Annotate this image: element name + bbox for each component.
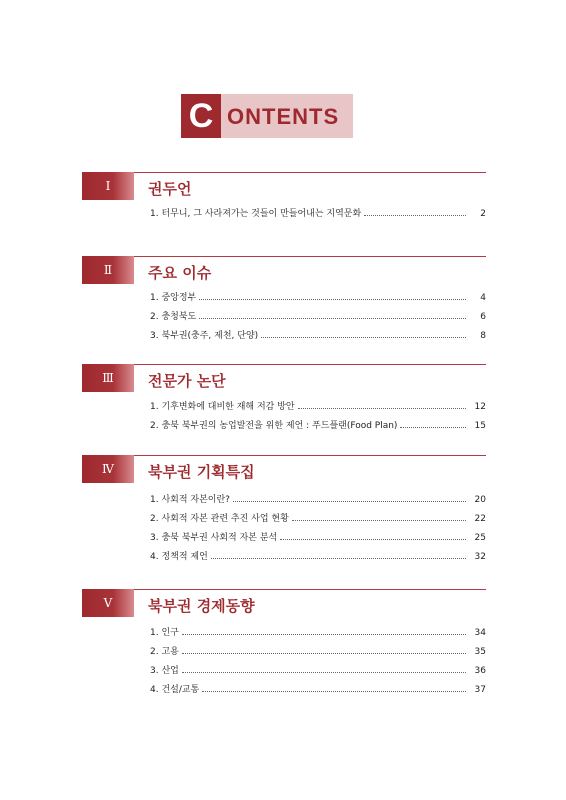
- toc-entry-page: 25: [474, 533, 486, 543]
- toc-entry-page: 2: [480, 209, 486, 219]
- section-title: 주요 이슈: [148, 264, 212, 282]
- section-title: 권두언: [148, 180, 192, 198]
- toc-entry-label: 3. 북부권(충주, 제천, 단양): [150, 331, 259, 341]
- toc-entry-label: 2. 충북 북부권의 농업발전을 위한 제언 : 푸드플랜(Food Plan): [150, 421, 398, 431]
- section-numeral-tab: Ⅱ: [82, 256, 134, 284]
- section-numeral-tab: Ⅴ: [82, 589, 134, 617]
- leader-dots: [400, 426, 466, 428]
- toc-entry[interactable]: [150, 543, 486, 562]
- toc-entry[interactable]: [150, 657, 486, 676]
- toc-entry[interactable]: [150, 303, 486, 322]
- section-items: [150, 486, 486, 562]
- leader-dots: [261, 336, 466, 338]
- leader-dots: [199, 317, 466, 319]
- toc-entry-label: 1. 사회적 자본이란?: [150, 495, 230, 505]
- toc-entry-page: 15: [474, 421, 486, 431]
- toc-entry-label: 1. 인구: [150, 628, 179, 638]
- toc-entry-label: 2. 사회적 자본 관련 추진 사업 현황: [150, 514, 289, 524]
- toc-entry-label: 1. 기후변화에 대비한 재해 저감 방안: [150, 402, 295, 412]
- contents-header-rest: ONTENTS: [221, 94, 353, 138]
- toc-entry-page: 34: [474, 628, 486, 638]
- toc-entry[interactable]: [150, 505, 486, 524]
- section-title: 북부권 경제동향: [148, 597, 255, 615]
- toc-entry-label: 1. 터무니, 그 사라져가는 것들이 만들어내는 지역문화: [150, 209, 362, 219]
- toc-entry-label: 3. 충북 북부권 사회적 자본 분석: [150, 533, 278, 543]
- section-numeral-tab: Ⅳ: [82, 455, 134, 483]
- section-rule: [134, 364, 486, 365]
- leader-dots: [182, 633, 466, 635]
- toc-entry-label: 4. 정책적 제언: [150, 552, 208, 562]
- toc-entry-label: 1. 중앙정부: [150, 293, 197, 303]
- toc-entry[interactable]: [150, 638, 486, 657]
- section-items: [150, 619, 486, 695]
- toc-entry[interactable]: [150, 393, 486, 412]
- toc-entry[interactable]: [150, 676, 486, 695]
- toc-entry-page: 35: [474, 647, 486, 657]
- toc-entry-label: 2. 충청북도: [150, 312, 197, 322]
- section-rule: [134, 256, 486, 257]
- toc-entry[interactable]: [150, 486, 486, 505]
- leader-dots: [298, 407, 466, 409]
- leader-dots: [280, 538, 466, 540]
- section-items: [150, 284, 486, 341]
- toc-entry[interactable]: [150, 200, 486, 219]
- section-numeral-tab: Ⅲ: [82, 364, 134, 392]
- toc-entry[interactable]: [150, 619, 486, 638]
- section-items: [150, 393, 486, 431]
- contents-header: [181, 94, 353, 138]
- toc-entry[interactable]: [150, 524, 486, 543]
- toc-entry-label: 3. 산업: [150, 666, 179, 676]
- leader-dots: [182, 671, 466, 673]
- section-numeral-tab: Ⅰ: [82, 172, 134, 200]
- section-rule: [134, 589, 486, 590]
- leader-dots: [199, 298, 466, 300]
- section-title: 전문가 논단: [148, 372, 226, 390]
- toc-entry-label: 2. 고용: [150, 647, 179, 657]
- toc-entry-page: 32: [474, 552, 486, 562]
- toc-entry-page: 8: [480, 331, 486, 341]
- leader-dots: [182, 652, 466, 654]
- toc-entry-page: 6: [480, 312, 486, 322]
- toc-entry-page: 20: [474, 495, 486, 505]
- toc-entry-page: 22: [474, 514, 486, 524]
- section-rule: [134, 172, 486, 173]
- toc-entry[interactable]: [150, 284, 486, 303]
- toc-entry[interactable]: [150, 322, 486, 341]
- toc-entry-page: 37: [474, 685, 486, 695]
- toc-entry[interactable]: [150, 412, 486, 431]
- leader-dots: [202, 690, 466, 692]
- section-items: [150, 200, 486, 219]
- section-rule: [134, 455, 486, 456]
- toc-entry-label: 4. 건설/교통: [150, 685, 200, 695]
- toc-entry-page: 12: [474, 402, 486, 412]
- toc-entry-page: 36: [474, 666, 486, 676]
- leader-dots: [364, 214, 466, 216]
- leader-dots: [233, 500, 466, 502]
- contents-header-initial: C: [181, 94, 221, 138]
- leader-dots: [211, 557, 466, 559]
- section-title: 북부권 기획특집: [148, 463, 255, 481]
- leader-dots: [292, 519, 466, 521]
- toc-entry-page: 4: [480, 293, 486, 303]
